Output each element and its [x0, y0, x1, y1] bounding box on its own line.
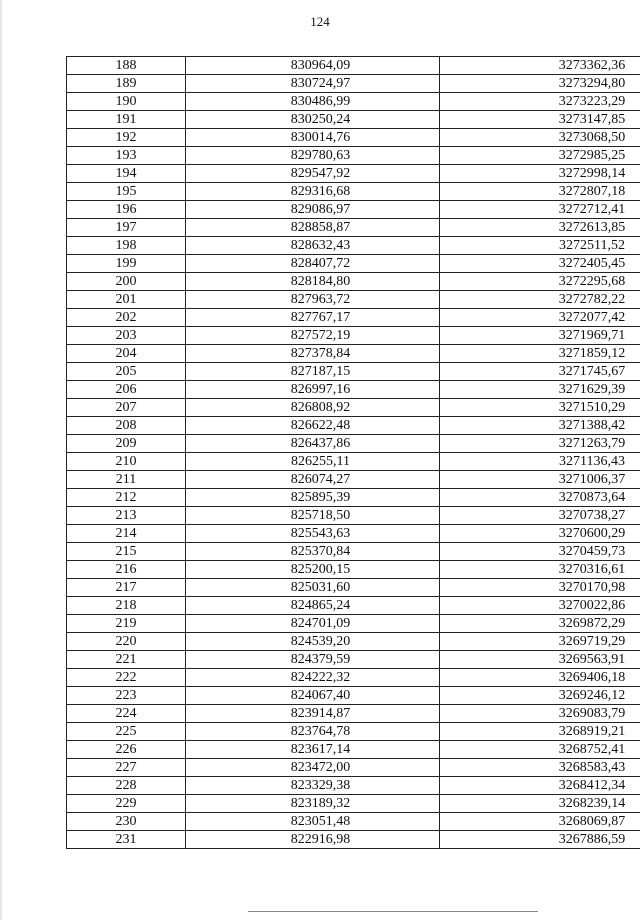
x-coordinate-cell: 823914,87 [186, 705, 440, 723]
table-row [67, 489, 640, 507]
y-coordinate-cell: 3270873,64 [440, 489, 640, 507]
page-number: 124 [310, 14, 330, 29]
y-coordinate-cell: 3268412,34 [440, 777, 640, 795]
table-row [67, 543, 640, 561]
x-coordinate-cell: 824379,59 [186, 651, 440, 669]
point-number-cell: 200 [67, 273, 186, 291]
y-coordinate-cell: 3270170,98 [440, 579, 640, 597]
table-row [67, 93, 640, 111]
x-coordinate-cell: 823472,00 [186, 759, 440, 777]
y-coordinate-cell: 3271629,39 [440, 381, 640, 399]
table-row [67, 777, 640, 795]
y-coordinate-cell: 3269719,29 [440, 633, 640, 651]
point-number-cell: 212 [67, 489, 186, 507]
x-coordinate-cell: 828184,80 [186, 273, 440, 291]
x-coordinate-cell: 829780,63 [186, 147, 440, 165]
table-row [67, 165, 640, 183]
x-coordinate-cell: 829547,92 [186, 165, 440, 183]
y-coordinate-cell: 3273147,85 [440, 111, 640, 129]
point-number-cell: 217 [67, 579, 186, 597]
table-row [67, 219, 640, 237]
table-row [67, 435, 640, 453]
table-row [67, 759, 640, 777]
x-coordinate-cell: 825718,50 [186, 507, 440, 525]
y-coordinate-cell: 3268239,14 [440, 795, 640, 813]
table-row [67, 309, 640, 327]
table-row [67, 723, 640, 741]
y-coordinate-cell: 3269563,91 [440, 651, 640, 669]
point-number-cell: 193 [67, 147, 186, 165]
point-number-cell: 224 [67, 705, 186, 723]
y-coordinate-cell: 3269406,18 [440, 669, 640, 687]
y-coordinate-cell: 3270738,27 [440, 507, 640, 525]
table-row [67, 201, 640, 219]
table-row [67, 417, 640, 435]
x-coordinate-cell: 823764,78 [186, 723, 440, 741]
y-coordinate-cell: 3271263,79 [440, 435, 640, 453]
x-coordinate-cell: 827963,72 [186, 291, 440, 309]
point-number-cell: 222 [67, 669, 186, 687]
x-coordinate-cell: 823617,14 [186, 741, 440, 759]
y-coordinate-cell: 3271745,67 [440, 363, 640, 381]
x-coordinate-cell: 830014,76 [186, 129, 440, 147]
x-coordinate-cell: 824067,40 [186, 687, 440, 705]
point-number-cell: 208 [67, 417, 186, 435]
x-coordinate-cell: 824222,32 [186, 669, 440, 687]
point-number-cell: 190 [67, 93, 186, 111]
table-row [67, 705, 640, 723]
x-coordinate-cell: 825895,39 [186, 489, 440, 507]
table-row [67, 129, 640, 147]
x-coordinate-cell: 830486,99 [186, 93, 440, 111]
x-coordinate-cell: 824539,20 [186, 633, 440, 651]
table-row [67, 183, 640, 201]
y-coordinate-cell: 3271969,71 [440, 327, 640, 345]
table-row [67, 291, 640, 309]
y-coordinate-cell: 3268752,41 [440, 741, 640, 759]
table-row [67, 687, 640, 705]
table-row [67, 381, 640, 399]
x-coordinate-cell: 827187,15 [186, 363, 440, 381]
point-number-cell: 228 [67, 777, 186, 795]
y-coordinate-cell: 3270459,73 [440, 543, 640, 561]
table-row [67, 507, 640, 525]
x-coordinate-cell: 824865,24 [186, 597, 440, 615]
y-coordinate-cell: 3272782,22 [440, 291, 640, 309]
y-coordinate-cell: 3272613,85 [440, 219, 640, 237]
y-coordinate-cell: 3269872,29 [440, 615, 640, 633]
x-coordinate-cell: 827572,19 [186, 327, 440, 345]
x-coordinate-cell: 822916,98 [186, 831, 440, 849]
x-coordinate-cell: 825200,15 [186, 561, 440, 579]
table-row [67, 525, 640, 543]
point-number-cell: 197 [67, 219, 186, 237]
point-number-cell: 199 [67, 255, 186, 273]
x-coordinate-cell: 826437,86 [186, 435, 440, 453]
table-row [67, 237, 640, 255]
y-coordinate-cell: 3272077,42 [440, 309, 640, 327]
y-coordinate-cell: 3270022,86 [440, 597, 640, 615]
y-coordinate-cell: 3273294,80 [440, 75, 640, 93]
table-row [67, 273, 640, 291]
table-row [67, 561, 640, 579]
point-number-cell: 221 [67, 651, 186, 669]
point-number-cell: 219 [67, 615, 186, 633]
y-coordinate-cell: 3268583,43 [440, 759, 640, 777]
y-coordinate-cell: 3271388,42 [440, 417, 640, 435]
point-number-cell: 201 [67, 291, 186, 309]
point-number-cell: 226 [67, 741, 186, 759]
point-number-cell: 213 [67, 507, 186, 525]
y-coordinate-cell: 3271859,12 [440, 345, 640, 363]
point-number-cell: 214 [67, 525, 186, 543]
y-coordinate-cell: 3267886,59 [440, 831, 640, 849]
y-coordinate-cell: 3269246,12 [440, 687, 640, 705]
point-number-cell: 204 [67, 345, 186, 363]
y-coordinate-cell: 3271136,43 [440, 453, 640, 471]
point-number-cell: 216 [67, 561, 186, 579]
coordinates-table [66, 56, 640, 849]
table-row [67, 633, 640, 651]
point-number-cell: 191 [67, 111, 186, 129]
table-row [67, 399, 640, 417]
y-coordinate-cell: 3270316,61 [440, 561, 640, 579]
y-coordinate-cell: 3269083,79 [440, 705, 640, 723]
y-coordinate-cell: 3271510,29 [440, 399, 640, 417]
x-coordinate-cell: 828858,87 [186, 219, 440, 237]
x-coordinate-cell: 829086,97 [186, 201, 440, 219]
y-coordinate-cell: 3268919,21 [440, 723, 640, 741]
x-coordinate-cell: 823329,38 [186, 777, 440, 795]
point-number-cell: 192 [67, 129, 186, 147]
x-coordinate-cell: 826808,92 [186, 399, 440, 417]
y-coordinate-cell: 3270600,29 [440, 525, 640, 543]
x-coordinate-cell: 823189,32 [186, 795, 440, 813]
table-row [67, 57, 640, 75]
y-coordinate-cell: 3272405,45 [440, 255, 640, 273]
x-coordinate-cell: 826997,16 [186, 381, 440, 399]
y-coordinate-cell: 3272295,68 [440, 273, 640, 291]
point-number-cell: 207 [67, 399, 186, 417]
point-number-cell: 229 [67, 795, 186, 813]
point-number-cell: 198 [67, 237, 186, 255]
point-number-cell: 194 [67, 165, 186, 183]
x-coordinate-cell: 828632,43 [186, 237, 440, 255]
point-number-cell: 215 [67, 543, 186, 561]
x-coordinate-cell: 830724,97 [186, 75, 440, 93]
point-number-cell: 231 [67, 831, 186, 849]
y-coordinate-cell: 3268069,87 [440, 813, 640, 831]
table-row [67, 327, 640, 345]
y-coordinate-cell: 3273223,29 [440, 93, 640, 111]
table-row [67, 741, 640, 759]
point-number-cell: 223 [67, 687, 186, 705]
y-coordinate-cell: 3273362,36 [440, 57, 640, 75]
x-coordinate-cell: 824701,09 [186, 615, 440, 633]
table-row [67, 111, 640, 129]
table-body [67, 57, 640, 849]
point-number-cell: 230 [67, 813, 186, 831]
x-coordinate-cell: 826255,11 [186, 453, 440, 471]
table-row [67, 363, 640, 381]
table-row [67, 453, 640, 471]
bottom-rule [248, 911, 538, 912]
table-row [67, 471, 640, 489]
point-number-cell: 227 [67, 759, 186, 777]
y-coordinate-cell: 3272511,52 [440, 237, 640, 255]
table-row [67, 651, 640, 669]
point-number-cell: 218 [67, 597, 186, 615]
table-row [67, 813, 640, 831]
x-coordinate-cell: 825031,60 [186, 579, 440, 597]
x-coordinate-cell: 830964,09 [186, 57, 440, 75]
x-coordinate-cell: 826074,27 [186, 471, 440, 489]
point-number-cell: 189 [67, 75, 186, 93]
point-number-cell: 209 [67, 435, 186, 453]
table-row [67, 615, 640, 633]
page-edge-shadow [0, 0, 2, 920]
x-coordinate-cell: 827767,17 [186, 309, 440, 327]
point-number-cell: 195 [67, 183, 186, 201]
x-coordinate-cell: 826622,48 [186, 417, 440, 435]
x-coordinate-cell: 823051,48 [186, 813, 440, 831]
y-coordinate-cell: 3272807,18 [440, 183, 640, 201]
point-number-cell: 202 [67, 309, 186, 327]
point-number-cell: 210 [67, 453, 186, 471]
table-row [67, 345, 640, 363]
point-number-cell: 203 [67, 327, 186, 345]
y-coordinate-cell: 3273068,50 [440, 129, 640, 147]
table-row [67, 831, 640, 849]
point-number-cell: 188 [67, 57, 186, 75]
x-coordinate-cell: 827378,84 [186, 345, 440, 363]
point-number-cell: 225 [67, 723, 186, 741]
point-number-cell: 205 [67, 363, 186, 381]
table-row [67, 669, 640, 687]
point-number-cell: 196 [67, 201, 186, 219]
point-number-cell: 206 [67, 381, 186, 399]
table-row [67, 597, 640, 615]
table-row [67, 255, 640, 273]
y-coordinate-cell: 3272712,41 [440, 201, 640, 219]
table-row [67, 579, 640, 597]
table-row [67, 147, 640, 165]
point-number-cell: 211 [67, 471, 186, 489]
x-coordinate-cell: 829316,68 [186, 183, 440, 201]
y-coordinate-cell: 3271006,37 [440, 471, 640, 489]
x-coordinate-cell: 825370,84 [186, 543, 440, 561]
x-coordinate-cell: 830250,24 [186, 111, 440, 129]
table-row [67, 75, 640, 93]
point-number-cell: 220 [67, 633, 186, 651]
y-coordinate-cell: 3272998,14 [440, 165, 640, 183]
x-coordinate-cell: 825543,63 [186, 525, 440, 543]
table-row [67, 795, 640, 813]
y-coordinate-cell: 3272985,25 [440, 147, 640, 165]
x-coordinate-cell: 828407,72 [186, 255, 440, 273]
